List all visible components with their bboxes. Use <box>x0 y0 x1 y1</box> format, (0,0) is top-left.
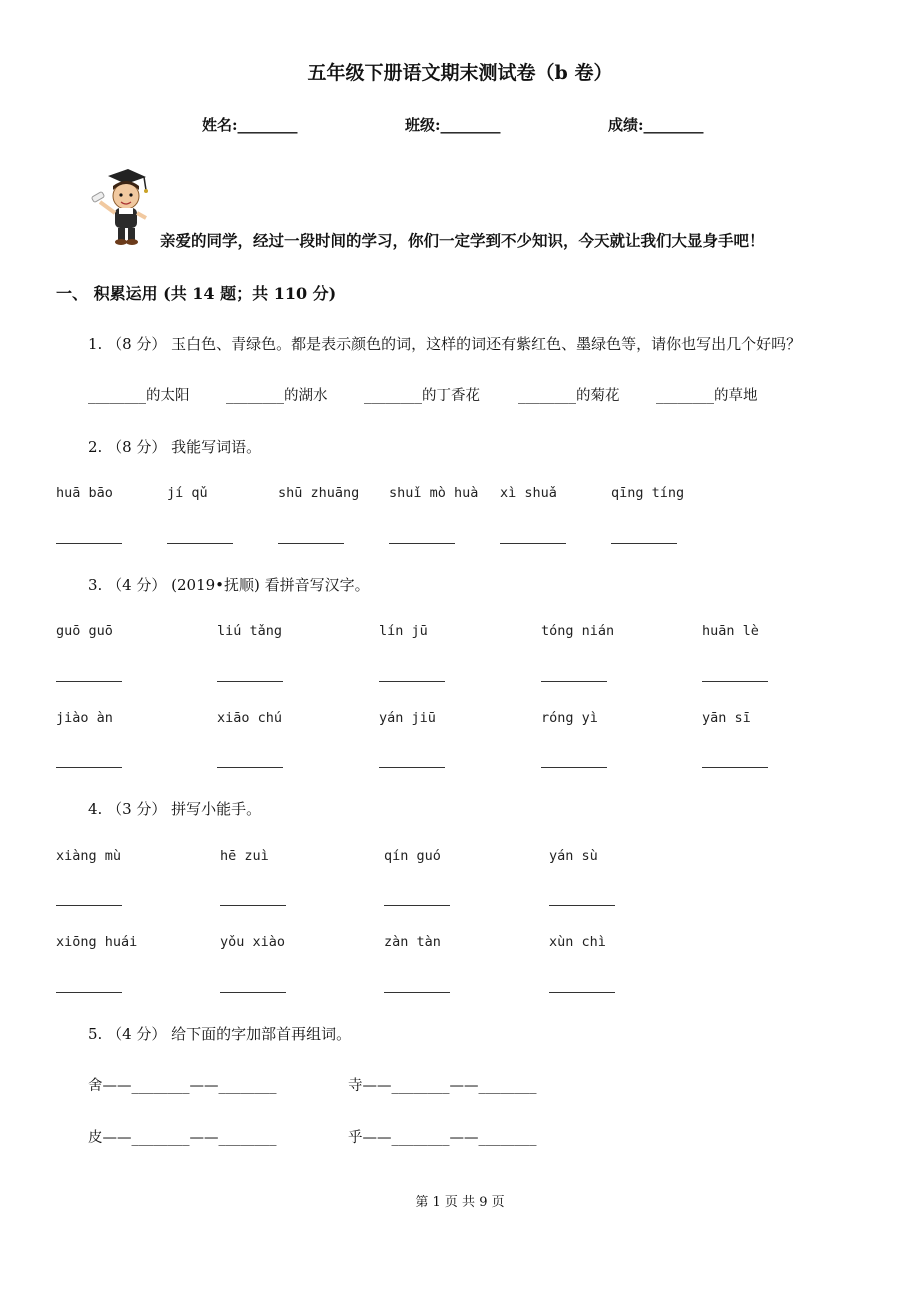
answer-line <box>56 543 122 544</box>
question-1-stem: 1. （8 分） 玉白色、青绿色。都是表示颜色的词，这样的词还有紫红色、墨绿色等，请你也写出几个好吗？ <box>88 335 802 353</box>
answer-line <box>217 681 283 682</box>
q4-pinyin: xiàng mù <box>56 848 122 864</box>
answer-line <box>541 767 607 768</box>
answer-line <box>702 767 768 768</box>
q4-pinyin: yán sù <box>549 848 598 864</box>
q3-pinyin: liú tǎng <box>217 623 283 639</box>
name-field: 姓名:________ <box>202 116 298 134</box>
q3-pinyin: yán jiū <box>379 710 436 726</box>
q1-blank-5: ________的草地 <box>656 388 758 404</box>
answer-line <box>220 905 286 906</box>
section-heading: 一、 积累运用 (共 14 题；共 110 分) <box>56 284 337 303</box>
answer-line <box>500 543 566 544</box>
q2-pinyin-1: huā bāo <box>56 485 113 501</box>
answer-line <box>167 543 233 544</box>
q1-blank-4: ________的菊花 <box>518 388 620 404</box>
q3-pinyin: yān sī <box>702 710 751 726</box>
q2-pinyin-3: shū zhuāng <box>278 485 360 501</box>
q2-pinyin-2: jí qǔ <box>167 485 208 501</box>
q1-blank-1: ________的太阳 <box>88 388 190 404</box>
q2-pinyin-5: xì shuǎ <box>500 485 557 501</box>
question-3-stem: 3. （4 分） (2019•抚顺) 看拼音写汉字。 <box>88 576 370 594</box>
answer-line <box>56 767 122 768</box>
page-footer: 第 1 页 共 9 页 <box>415 1195 505 1210</box>
answer-line <box>278 543 344 544</box>
q3-pinyin: guō guō <box>56 623 113 639</box>
q4-pinyin: zàn tàn <box>384 934 441 950</box>
q3-pinyin: jiào àn <box>56 710 113 726</box>
answer-line <box>379 767 445 768</box>
question-5-stem: 5. （4 分） 给下面的字加部首再组词。 <box>88 1025 352 1043</box>
answer-line <box>549 992 615 993</box>
answer-line <box>389 543 455 544</box>
q4-pinyin: yǒu xiào <box>220 934 286 950</box>
answer-line <box>217 767 283 768</box>
mascot-image <box>86 166 152 246</box>
answer-line <box>220 992 286 993</box>
q1-blank-2: ________的湖水 <box>226 388 328 404</box>
q2-pinyin-6: qīng tíng <box>611 485 685 501</box>
question-2-stem: 2. （8 分） 我能写词语。 <box>88 438 262 456</box>
q5-item: 舍——________——________ <box>88 1078 277 1094</box>
q4-pinyin: hē zuì <box>220 848 269 864</box>
page-title: 五年级下册语文期末测试卷（b 卷） <box>307 62 613 84</box>
q2-pinyin-4: shuǐ mò huà <box>389 485 479 501</box>
answer-line <box>56 681 122 682</box>
q3-pinyin: huān lè <box>702 623 759 639</box>
q4-pinyin: qín guó <box>384 848 441 864</box>
q4-pinyin: xùn chì <box>549 934 606 950</box>
q1-blank-3: ________的丁香花 <box>364 388 480 404</box>
answer-line <box>379 681 445 682</box>
question-4-stem: 4. （3 分） 拼写小能手。 <box>88 800 262 818</box>
answer-line <box>56 992 122 993</box>
q3-pinyin: róng yì <box>541 710 598 726</box>
q5-item: 皮——________——________ <box>88 1130 277 1146</box>
q4-pinyin: xiōng huái <box>56 934 138 950</box>
q3-pinyin: lín jū <box>379 623 428 639</box>
answer-line <box>384 992 450 993</box>
q3-pinyin: xiāo chú <box>217 710 283 726</box>
q5-item: 乎——________——________ <box>348 1130 537 1146</box>
answer-line <box>541 681 607 682</box>
class-field: 班级:________ <box>405 116 501 134</box>
answer-line <box>549 905 615 906</box>
greeting-text: 亲爱的同学，经过一段时间的学习，你们一定学到不少知识，今天就让我们大显身手吧！ <box>160 231 765 250</box>
score-field: 成绩:________ <box>608 116 704 134</box>
answer-line <box>384 905 450 906</box>
answer-line <box>611 543 677 544</box>
answer-line <box>56 905 122 906</box>
q3-pinyin: tóng nián <box>541 623 615 639</box>
q5-item: 寺——________——________ <box>348 1078 537 1094</box>
answer-line <box>702 681 768 682</box>
